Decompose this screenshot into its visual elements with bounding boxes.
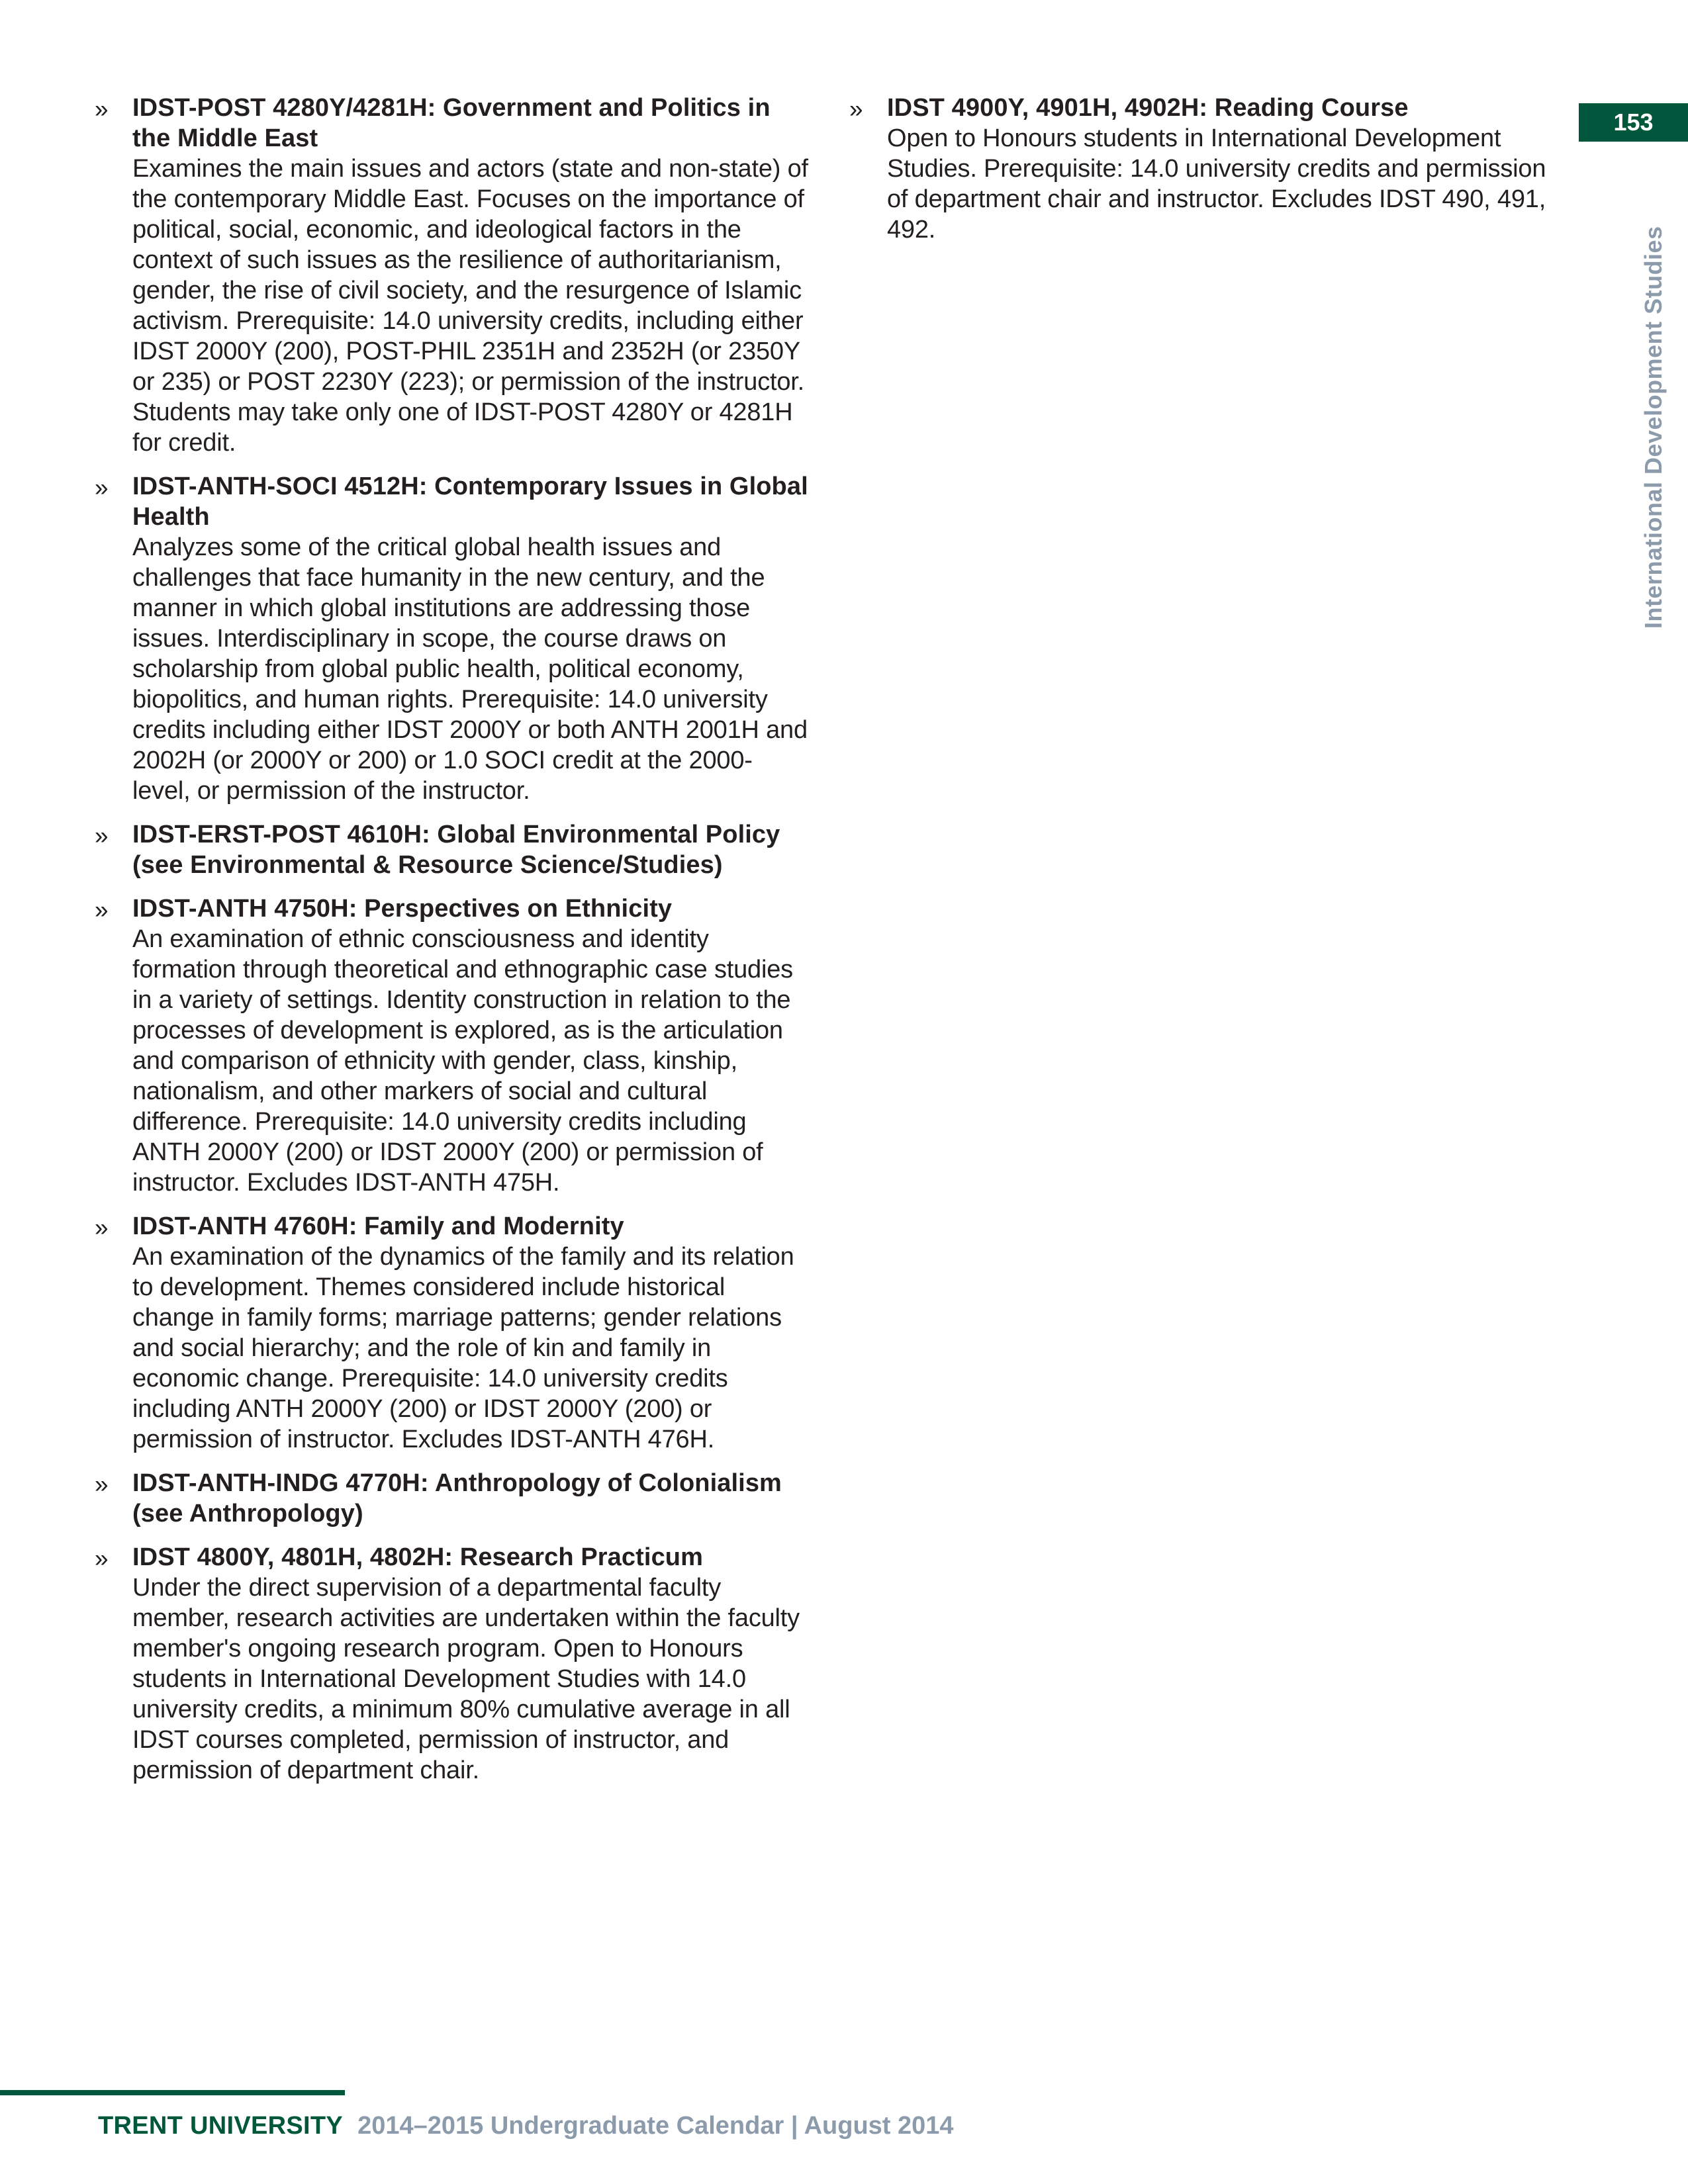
course-description: An examination of ethnic consciousness and identity formation through theoretical and ethnographic case studies in a variety of settings. Identity construction in relation to the processes of development is explored, as is the articulation and comparison of ethnicity with gender, class, kinship, nationalism, and other markers of social and cultural difference. Prerequisite: 14.0 university credits including ANTH 2000Y (200) or IDST 2000Y (200) or permission of instructor. Excludes IDST-ANTH 475H. <box>132 925 793 1197</box>
bullet-marker: » <box>95 474 109 501</box>
section-side-label-text: International Development Studies <box>1640 226 1667 629</box>
course-title: IDST 4800Y, 4801H, 4802H: Research Practicum <box>132 1543 703 1571</box>
bullet-marker: » <box>95 1214 109 1241</box>
course-title: IDST-ANTH-INDG 4770H: Anthropology of Colonialism (see Anthropology) <box>132 1469 782 1527</box>
bullet-marker: » <box>95 1471 109 1498</box>
course-entry <box>95 1542 810 1786</box>
course-description: Examines the main issues and actors (state and non-state) of the contemporary Middle East. Focuses on the importance of political, social, economic, and ideological factors in the context of such issues as the resilience of authoritarianism, gender, the rise of civil society, and the resurgence of Islamic activism. Prerequisite: 14.0 university credits, including either IDST 2000Y (200), POST-PHIL 2351H and 2352H (or 2350Y or 235) or POST 2230Y (223); or permission of the instructor. Students may take only one of IDST-POST 4280Y or 4281H for credit. <box>132 155 808 457</box>
bullet-marker: » <box>95 95 109 122</box>
course-title: IDST-POST 4280Y/4281H: Government and Politics in the Middle East <box>132 94 771 152</box>
course-entry <box>95 471 810 806</box>
course-title: IDST 4900Y, 4901H, 4902H: Reading Course <box>887 94 1409 122</box>
left-course-column <box>95 93 810 1799</box>
course-entry <box>95 893 810 1198</box>
course-entry <box>95 93 810 458</box>
course-description: Analyzes some of the critical global health issues and challenges that face humanity in the new century, and the manner in which global institutions are addressing those issues. Interdisciplinary in scope, the course draws on scholarship from global public health, political economy, biopolitics, and human rights. Prerequisite: 14.0 university credits including either IDST 2000Y or both ANTH 2001H and 2002H (or 2000Y or 200) or 1.0 SOCI credit at the 2000-level, or permission of the instructor. <box>132 533 808 805</box>
course-description: Under the direct supervision of a departmental faculty member, research activities are undertaken within the faculty member's ongoing research program. Open to Honours students in International Development Studies with 14.0 university credits, a minimum 80% cumulative average in all IDST courses completed, permission of instructor, and permission of department chair. <box>132 1574 800 1784</box>
right-course-column <box>849 93 1568 258</box>
page-footer <box>98 2111 954 2140</box>
course-title: IDST-ANTH 4750H: Perspectives on Ethnicity <box>132 895 673 923</box>
bullet-marker: » <box>95 1545 109 1572</box>
course-title: IDST-ANTH-SOCI 4512H: Contemporary Issues in Global Health <box>132 473 808 531</box>
footer-rule <box>0 2090 345 2095</box>
section-side-label <box>1620 172 1667 629</box>
course-title: IDST-ERST-POST 4610H: Global Environmental Policy (see Environmental & Resource Science/Studies) <box>132 821 780 879</box>
course-entry <box>849 93 1568 245</box>
page-number-badge: 153 <box>1579 103 1688 142</box>
course-title: IDST-ANTH 4760H: Family and Modernity <box>132 1212 624 1240</box>
footer-university: TRENT UNIVERSITY <box>98 2112 344 2140</box>
course-entry <box>95 819 810 880</box>
course-description: An examination of the dynamics of the family and its relation to development. Themes considered include historical change in family forms; marriage patterns; gender relations and social hierarchy; and the role of kin and family in economic change. Prerequisite: 14.0 university credits including ANTH 2000Y (200) or IDST 2000Y (200) or permission of instructor. Excludes IDST-ANTH 476H. <box>132 1243 794 1453</box>
bullet-marker: » <box>849 95 863 122</box>
course-entry <box>95 1468 810 1529</box>
course-description: Open to Honours students in International Development Studies. Prerequisite: 14.0 university credits and permission of department chair and instructor. Excludes IDST 490, 491, 492. <box>887 124 1546 244</box>
footer-calendar: 2014–2015 Undergraduate Calendar | August 2014 <box>357 2112 954 2140</box>
bullet-marker: » <box>95 896 109 923</box>
course-entry <box>95 1211 810 1455</box>
bullet-marker: » <box>95 822 109 849</box>
